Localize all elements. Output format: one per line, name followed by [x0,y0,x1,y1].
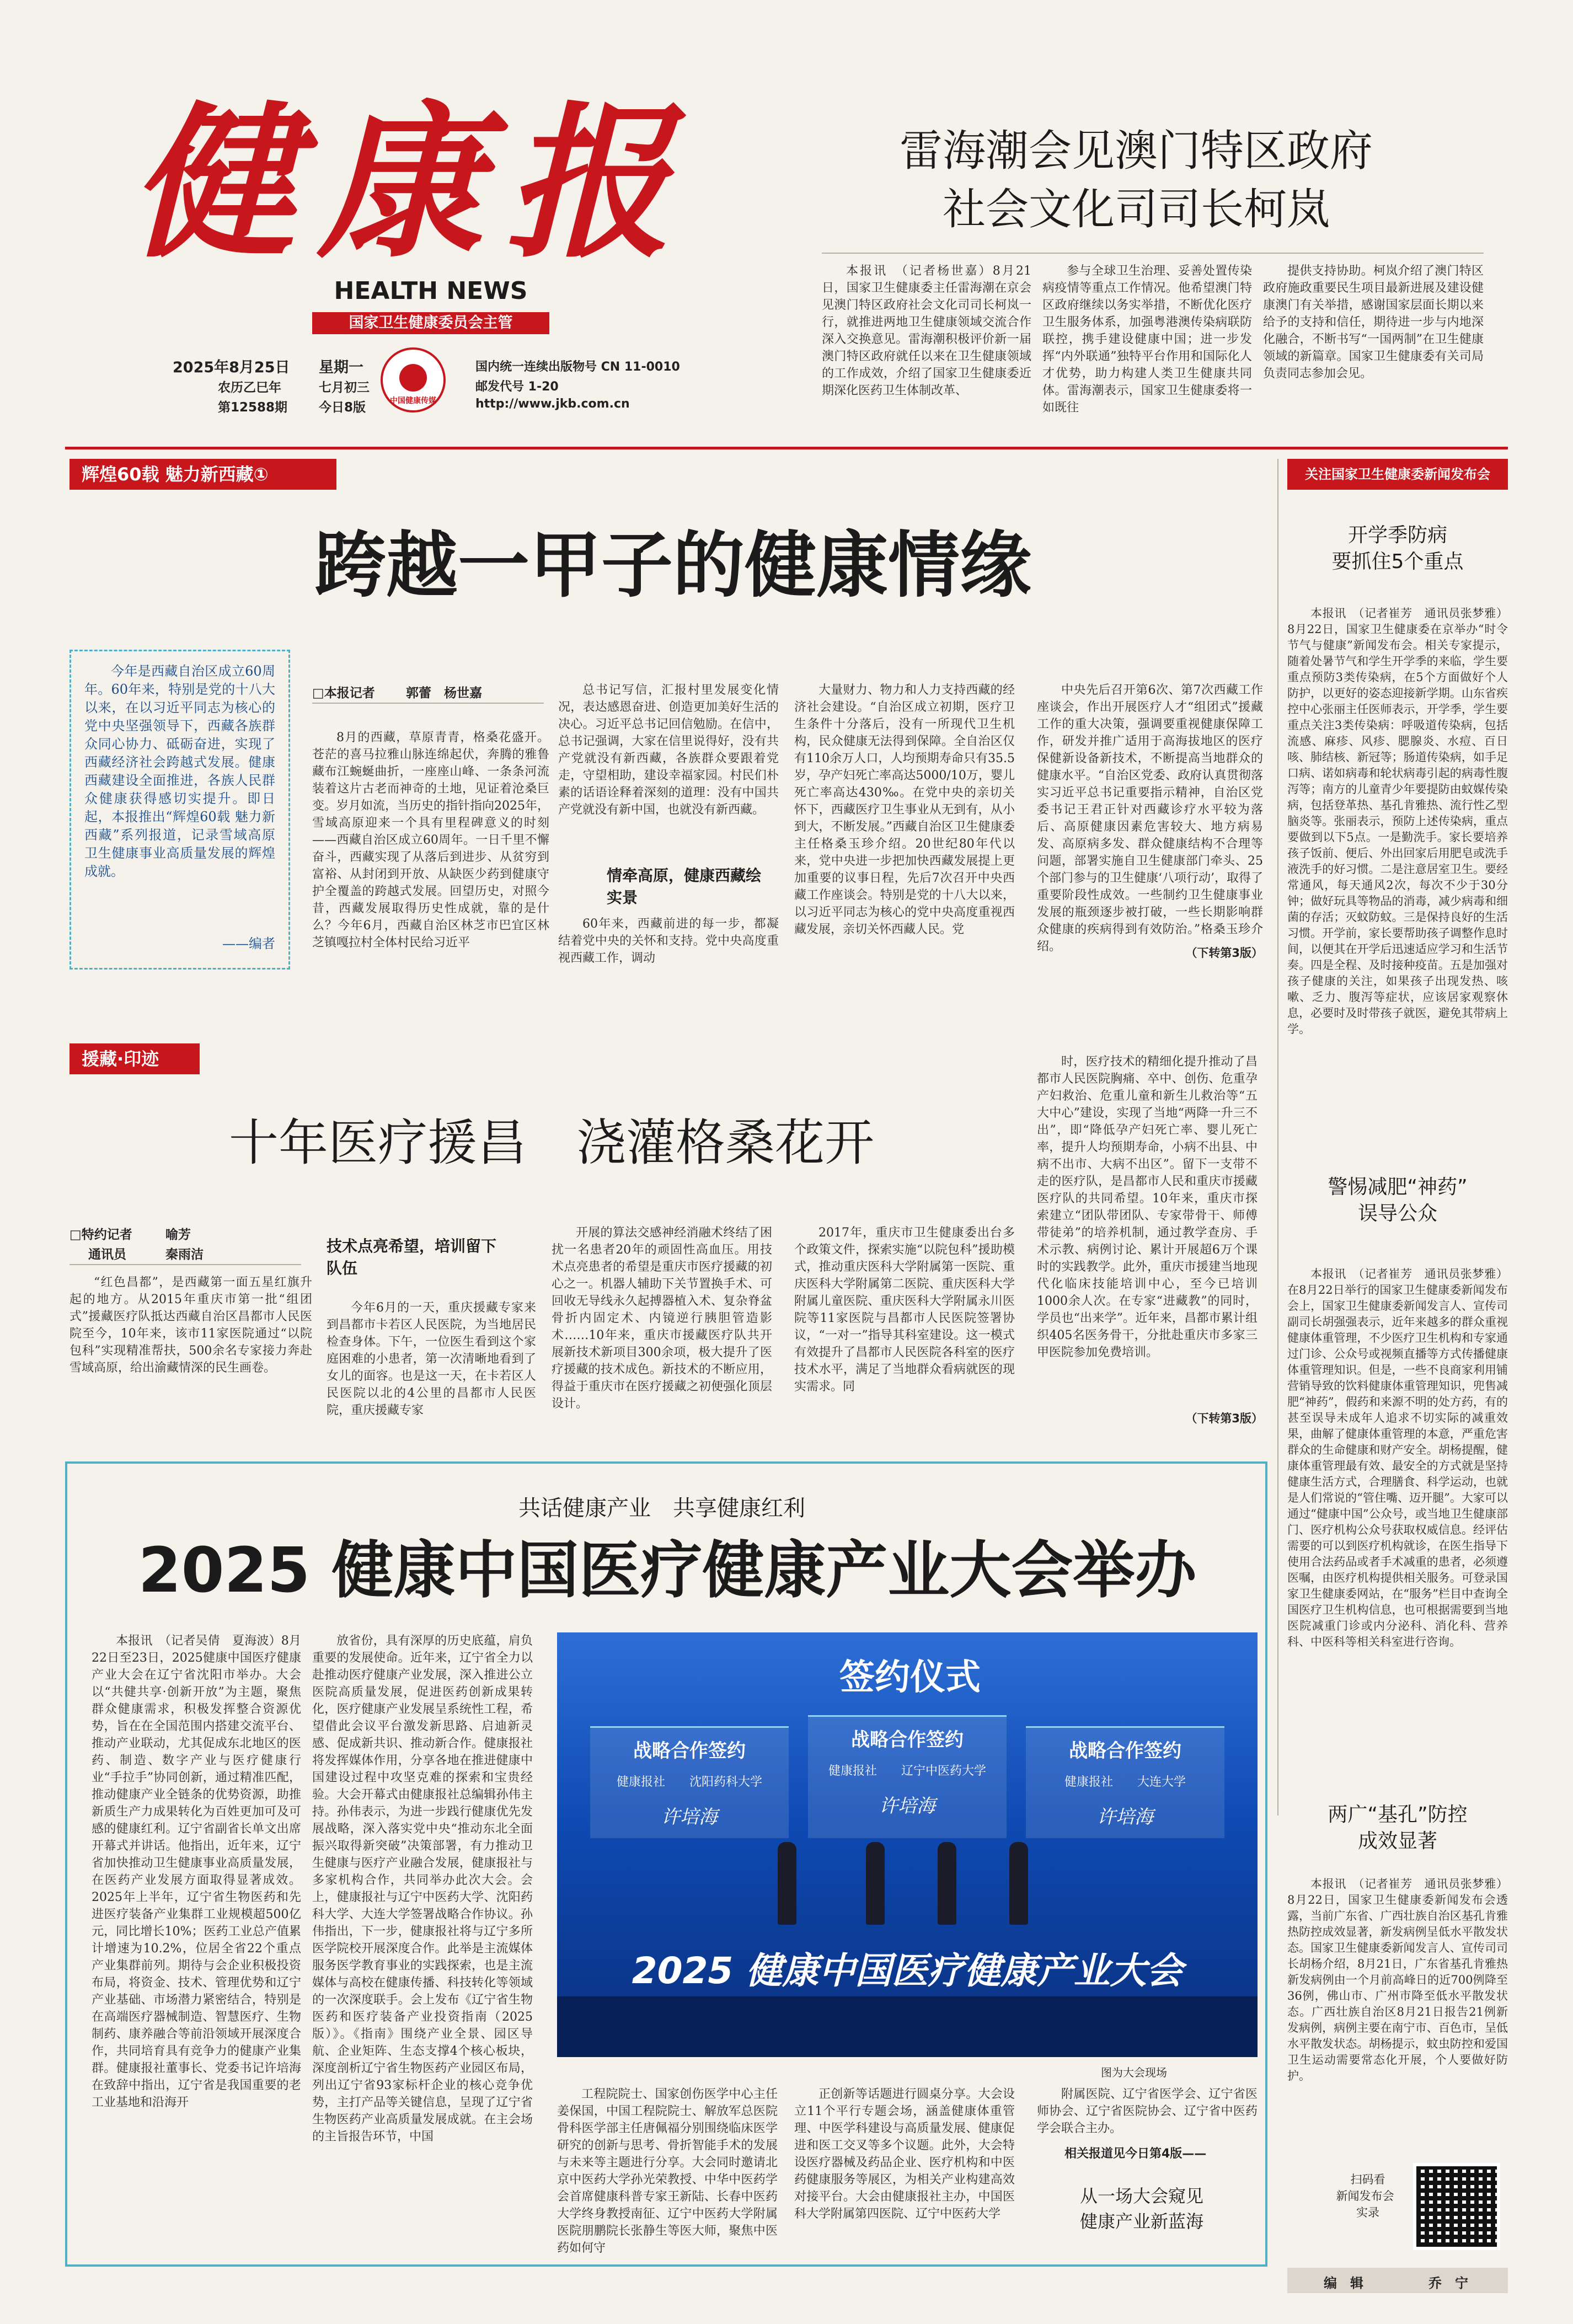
conference-col-3: 工程院院士、国家创伤医学中心主任姜保国，中国工程院院士、解放军总医院骨科医学部主任唐佩福分别围绕临床医学研究的创新与思考、骨折智能手术的发展与未来等主题进行分享。大会同时邀请北京中医药大学孙光荣教授、中华中医药学会首席健康科普专家王新陆、长春中医药大学终身教授南征、辽宁中医药大学附属医院朋鹏院长张静生等医大师，聚焦中医药如何守 [557,2087,778,2255]
conference-col-1: 本报讯 （记者吴倩 夏海波）8月22日至23日，2025健康中国医疗健康产业大会在辽宁省沈阳市举办。大会以“共健共享·创新开放”为主题，聚焦群众健康需求，积极发挥整合资源优势，旨在在全国范围内搭建交流平台、推动产业联动，尤其促成东北地区的医药、制造、数字产业与医疗健康行业“手拉手”协同创新，通过精准匹配，推动健康产业全链条的优势资源，助推新质生产力成果转化为百姓更加可及可感的健康红利。辽宁省副省长单文出席开幕式并讲话。他指出，近年来，辽宁省加快推动卫生健康事业高质量发展，在医药产业发展方面取得显著成效。2025年上半年，辽宁省生物医药和先进医疗装备产业集群工业规模超500亿元，同比增长10%；医药工业总产值累计增速为10.2%，位居全省22个重点产业集群前列。期待与会企业积极投资布局，将资金、技术、管理优势和辽宁产业基础、市场潜力紧密结合，特别是在高端医疗器械制造、智慧医疗、生物制药、康养融合等前沿领域开展深度合作，共同培育具有竞争力的健康产业集群。健康报社董事长、党委书记许培海在致辞中指出，辽宁省是我国重要的老工业基地和沿海开 [92,1634,301,2109]
masthead-website[interactable]: http://www.jkb.com.cn [475,397,630,411]
tibet-col-2a: 总书记写信，汇报村里发展变化情况，表达感恩奋进、创造更加美好生活的决心。习近平总书记回信勉励。在信中，总书记强调，大家在信里说得好，没有共产党就没有新西藏，各族群众要跟着党走，守望相助，建设幸福家园。村民们朴素的话语诠释着深刻的道理：没有中国共产党就没有新中国，也就没有新西藏。 [558,683,779,817]
aid-sub-headline: 技术点亮希望，培训留下队伍 [327,1237,497,1277]
conference-headline: 2025 健康中国医疗健康产业大会举办 [138,1535,1197,1607]
aid-col-3: 开展的算法交感神经消融术终结了困扰一名患者20年的顽固性高血压。用技术点亮患者的希望是重庆市医疗援藏的初心之一。机器人辅助下关节置换手术、可回收无导线永久起搏器植入术、复杂脊盆骨折内固定术、内镜逆行胰胆管造影术……10年来，重庆市援藏医疗队共开展新技术新项目300余项，极大提升了医疗援藏的技术成色。新技术的不断应用，得益于重庆市在医疗援藏之初便强化顶层设计。 [552,1226,772,1411]
footer-editor-name: 乔 宁 [1428,2275,1468,2291]
tibet-col-1: 8月的西藏，草原青青，格桑花盛开。苍茫的喜马拉雅山脉连绵起伏，奔腾的雅鲁藏布江蜿蜒曲折，一座座山峰、一条条河流装着这片古老而神奇的土地，见证着沧桑巨变。岁月如流，当历史的指针指向2025年，雪域高原迎来一个具有里程碑意义的时刻——西藏自治区成立60周年。一日千里不懈奋斗，西藏实现了从落后到进步、从贫穷到富裕、从封闭到开放、从缺医少药到健康守护全覆盖的跨越式发展。回望历史，对照今昔，西藏发展取得历史性成就，靠的是什么？今年6月，西藏自治区林芝市巴宜区林芝镇嘎拉村全体村民给习近平 [312,731,549,950]
masthead-lunar: 农历乙巳年 [218,381,281,395]
tibet-continued: （下转第3版） [1185,946,1263,960]
tibet-editor-note-box [69,650,290,970]
masthead-cn-number: 国内统一连续出版物号 CN 11-0010 [475,360,680,374]
conference-photo [557,1632,1258,2057]
sidebar-item3-title-1: 两广“基孔”防控 [1328,1803,1468,1826]
related-title-2[interactable]: 健康产业新蓝海 [1079,2211,1203,2232]
conference-subtitle: 共话健康产业 共享健康红利 [518,1496,805,1521]
conference-col-5: 附属医院、辽宁省医学会、辽宁省医师协会、辽宁省医院协会、辽宁省中医药学会联合主办。 [1037,2087,1258,2135]
photo-board-1: 战略合作签约 健康报社 沈阳药科大学 许培海 [590,1726,789,1838]
masthead-lunar-day: 七月初三 [319,381,370,395]
footer-bar [1287,2268,1508,2293]
masthead-weekday: 星期一 [319,359,363,376]
aid-col-5: 时，医疗技术的精细化提升推动了昌都市人民医院胸痛、卒中、创伤、危重孕产妇救治、危重儿童和新生儿救治等“五大中心”建设，实现了当地“两降一升三不出”，即“降低孕产妇死亡率、婴儿死亡率，提升人均预期寿命，小病不出县、中病不出市、大病不出区”。留下一支带不走的医疗队，是昌都市人民和重庆市援藏医疗队的共同希望。10年来，重庆市探索建立“团队带团队、专家带骨干、师傅带徒弟”的培养机制，通过教学查房、手术示教、病例讨论、累计开展超6万个课时的实践教学。此外，重庆市援建当地现代化临床技能培训中心，至今已培训1000余人次。在专家“进藏教”的同时，学员也“出来学”。近年来，昌都市累计组织405名医务骨干，分批赴重庆市多家三甲医院参加免费培训。 [1037,1055,1258,1359]
photo-caption: 图为大会现场 [1101,2066,1167,2079]
sidebar-item3-title-2: 成效显著 [1357,1830,1437,1852]
masthead-postal-code: 邮发代号 1-20 [475,380,559,394]
lead-col-3: 提供支持协助。柯岚介绍了澳门特区政府施政重要民生项目最新进展及建设健康澳门有关举措，感谢国家层面长期以来给予的支持和信任，期待进一步与内地深化融合，不断书写“一国两制”在卫生健康领域的新篇章。国家卫生健康委有关司局负责同志参加会见。 [1263,264,1484,381]
conference-col-4: 正创新等话题进行圆桌分享。大会设立11个平行专题会场，涵盖健康体重管理、中医学科建设与高质量发展、健康促进和医工交叉等多个议题。此外，大会特设医疗器械及药品企业、医疗机构和中医药健康服务等展区，为相关产业构建高效对接平台。大会由健康报社主办，中国医科大学附属第四医院、辽宁中医药大学 [794,2087,1015,2221]
lead-headline-line1: 雷海潮会见澳门特区政府 [899,126,1373,176]
tibet-editor-note: 今年是西藏自治区成立60周年。60年来，特别是党的十八大以来，在以习近平同志为核心的党中央坚强领导下，西藏各族群众同心协力、砥砺奋进，实现了西藏经济社会跨越式发展。健康西藏建设全面推进，各族人民群众健康获得感切实提升。即日起，本报推出“辉煌60载 魅力新西藏”系列报道，记录雪域高原卫生健康事业高质量发展的辉煌成就。 [84,663,275,879]
logo-inner-icon [399,364,427,392]
photo-person [938,1842,956,1925]
sidebar-tag: 关注国家卫生健康委新闻发布会 [1287,459,1508,490]
lead-col-1: 本报讯 （记者杨世嘉）8月21日，国家卫生健康委主任雷海潮在京会见澳门特区政府社会文化司司长柯岚一行，就推进两地卫生健康领域交流合作深入交换意见。雷海潮积极评价新一届澳门特区政府就任以来在卫生健康领域的工作成效，介绍了国家卫生健康委近期深化医药卫生体制改革、 [822,264,1031,398]
masthead-logo [381,347,446,413]
tibet-kicker: 辉煌60载 魅力新西藏① [69,459,336,490]
sidebar-item2-title-2: 误导公众 [1357,1202,1437,1225]
tibet-byline-label: □本报记者 [312,686,375,700]
photo-board-2: 战略合作签约 健康报社 辽宁中医药大学 许培海 [808,1715,1007,1838]
qr-caption-1: 扫码看 [1350,2173,1385,2186]
tibet-editor-sign: ——编者 [222,936,275,951]
aid-col-1: “红色昌都”，是西藏第一面五星红旗升起的地方。从2015年重庆市第一批“组团式”援藏医疗队抵达西藏自治区昌都市人民医院至今，10年来，该市11家医院通过“以院包科”实现精准帮扶，500余名专家接力奔赴雪域高原，给出渝藏情深的民生画卷。 [69,1276,312,1375]
sidebar-item1-text: 本报讯 （记者崔芳 通讯员张梦雅）8月22日，国家卫生健康委在京举办“时令节气与健康”新闻发布会。相关专家提示，随着处暑节气和学生开学季的来临，学生要重点预防3类传染病，在5个方面做好个人防护，以更好的姿态迎接新学期。山东省疾控中心张丽主任医师表示，开学季，学生要重点关注3类传染病：呼吸道传染病，包括流感、麻疹、风疹、腮腺炎、水痘、百日咳、肺结核、新冠等；肠道传染病，如手足口病、诺如病毒和轮状病毒引起的病毒性腹泻等；南方的儿童青少年要提防由蚊媒传染病，包括登革热、基孔肯雅热、流行性乙型脑炎等。张丽表示，预防上述传染病，重点要做到以下5点。一是勤洗手。家长要培养孩子饭前、便后、外出回家后用肥皂或洗手液洗手的好习惯。二是注意居室卫生。要经常通风，每天通风2次，每次不少于30分钟；做好玩具等物品的消毒，减少病毒和细菌的存活；灭蚊防蚊。三是保持良好的生活习惯。开学前，家长要帮助孩子调整作息时间，以便其在开学后迅速适应学习和生活节奏。四是全程、及时接种疫苗。五是加强对孩子健康的关注，如果孩子出现发热、咳嗽、乏力、腹泻等症状，应该居家观察休息，必要时及时带孩子就医，避免其带病上学。 [1287,607,1508,1036]
masthead-divider [65,447,1508,449]
aid-byline-name-2: 秦雨洁 [165,1247,204,1262]
aid-byline-label-2: 通讯员 [88,1247,126,1262]
related-title-1[interactable]: 从一场大会窥见 [1079,2186,1203,2207]
aid-kicker: 援藏·印迹 [69,1043,200,1074]
logo-ring-text: 中国健康传媒 [390,397,436,405]
tibet-col-2b: 60年来，西藏前进的每一步，都凝结着党中央的关怀和支持。党中央高度重视西藏工作，调动 [558,917,779,965]
photo-person [866,1842,885,1925]
masthead-date: 2025年8月25日 [173,359,290,376]
tibet-col-4: 中央先后召开第6次、第7次西藏工作座谈会，作出开展医疗人才“组团式”援藏工作的重大决策，强调要重视健康保障工作，研发并推广适用于高海拔地区的医疗保健新设备新技术，不断提高当地群众的健康水平。“自治区党委、政府认真贯彻落实习近平总书记重要指示精神，自治区党委书记王君正针对西藏诊疗水平较为落后、高原健康因素危害较大、地方病易发、高原病多发、群众健康结构不合理等问题，部署实施自卫生健康部门牵头、25个部门参与的卫生健康‘八项行动’，取得了重要阶段性成效。一些制约卫生健康事业发展的瓶颈逐步被打破，一些长期影响群众健康的疾病得到有效防治。”格桑玉珍介绍。 [1037,683,1263,954]
photo-signature-3: 许培海 [1097,1806,1153,1828]
aid-byline-label-1: □特约记者 [69,1228,132,1242]
related-label: 相关报道见今日第4版—— [1064,2147,1207,2161]
photo-banner: 签约仪式 [839,1657,981,1698]
photo-person [1009,1842,1028,1925]
aid-col-2: 今年6月的一天，重庆援藏专家来到昌都市卡若区人民医院，为当地居民检查身体。下午，一位医生看到这个家庭困难的小患者，第一次清晰地看到了女儿的面容。也是这一天，在卡若区人民医院以北的4公里的昌都市人民医院，重庆援藏专家 [327,1301,536,1417]
sidebar-item1-title-2: 要抓住5个重点 [1331,550,1464,573]
sidebar-item2-text: 本报讯 （记者崔芳 通讯员张梦雅）在8月22日举行的国家卫生健康委新闻发布会上，国家卫生健康委新闻发言人、宣传司副司长胡强强表示，近年来越多的群众重视健康体重管理，不少医疗卫生机构和专家通过门诊、公众号或视频直播等方式传播健康体重管理知识。但是，一些不良商家利用铺营销导致的饮料健康体重管理知识，兜售减肥“神药”，假药和来源不明的处方药，有的甚至误导未成年人追求不切实际的减重效果，曲解了健康体重管理的本意，严重危害群众的生命健康和财产安全。胡杨提醒，健康体重管理最有效、最安全的方式就是坚持健康生活方式，合理膳食、科学运动，也就是人们常说的“管住嘴、迈开腿”。大家可以通过“健康中国”公众号，或当地卫生健康部门、医疗机构公众号获取权威信息。经评估需要的可以到医疗机构就诊，在医生指导下使用合法药品或者手术减重的患者，必须遵医嘱，由医疗机构提供相关服务。可登录国家卫生健康委网站，在“服务”栏目中查询全国医疗卫生机构信息，也可根据需要到当地医院减重门诊或内分泌科、消化科、营养科、中医科等相关科室进行咨询。 [1287,1267,1508,1648]
footer-editor-label: 编 辑 [1324,2275,1363,2291]
aid-headline: 十年医疗援昌 浇灌格桑花开 [229,1114,874,1172]
masthead-english: HEALTH NEWS [334,277,528,305]
photo-person [778,1842,796,1925]
qr-caption-2: 新闻发布会 [1336,2189,1394,2203]
masthead-sponsor: 国家卫生健康委员会主管 [312,312,549,334]
qr-code-icon[interactable] [1413,2163,1500,2250]
tibet-col-3: 大量财力、物力和人力支持西藏的经济社会建设。“自治区成立初期，医疗卫生条件十分落后，没有一所现代卫生机构，民众健康无法得到保障。全自治区仅有110余万人口，人均预期寿命只有35.5岁，孕产妇死亡率高达5000/10万，婴儿死亡率高达430‰。在党中央的亲切关怀下，西藏医疗卫生事业从无到有，从小到大，不断发展。”西藏自治区卫生健康委主任格桑玉珍介绍。20世纪80年代以来，党中央进一步把加快西藏发展提上更加重要的议事日程，先后7次召开中央西藏工作座谈会。特别是党的十八大以来，以习近平同志为核心的党中央高度重视西藏发展，亲切关怀西藏人民。党 [794,683,1015,936]
photo-stage-text: 2025 健康中国医疗健康产业大会 [632,1950,1183,1992]
aid-continued: （下转第3版） [1185,1412,1263,1425]
masthead-pages: 今日8版 [319,400,366,415]
conference-col-2: 放省份，具有深厚的历史底蕴，肩负重要的发展使命。近年来，辽宁省全力以赴推动医疗健康产业发展，深入推进公立医院高质量发展，促进医药创新成果转化，医疗健康产业发展呈系统性工程，希望借此会议平台激发新思路、启迪新灵感、促成新共识、推动新合作。健康报社将发挥媒体作用，分享各地在推进健康中国建设过程中攻坚克难的探索和宝贵经验。大会开幕式由健康报社总编辑孙伟主持。孙伟表示，为进一步践行健康优先发展战略，深入落实党中央“推动东北全面振兴取得新突破”决策部署，有力推动卫生健康与医疗产业融合发展，健康报社与多家机构合作，共同举办此次大会。会上，健康报社与辽宁中医药大学、沈阳药科大学、大连大学签署战略合作协议。孙伟指出，下一步，健康报社将与辽宁多所医学院校开展深度合作。此举是主流媒体服务医学教育事业的实践探索，也是主流媒体与高校在健康传播、科技转化等领域的一次深度联手。会上发布《辽宁省生物医药和医疗装备产业投资指南（2025版）》。《指南》围绕产业全景、园区导航、企业矩阵、生态支撑4个核心板块，深度剖析辽宁省生物医药产业园区布局，列出辽宁省93家标杆企业的核心竞争优势，主打产品等关键信息，呈现了辽宁省生物医药产业高质量发展成就。在主会场的主旨报告环节，中国 [312,1634,533,2144]
aid-byline-name-1: 喻芳 [165,1228,191,1242]
lead-col-2: 参与全球卫生治理、妥善处置传染病疫情等重点工作情况。他希望澳门特区政府继续以务实举措，不断优化医疗卫生服务体系，加强粤港澳传染病联防联控，携手建设健康中国；进一步发挥“内外联通”独特平台作用和国际化人才优势，助力构建人类卫生健康共同体。雷海潮表示，国家卫生健康委将一如既往 [1042,264,1252,415]
photo-signature-2: 许培海 [879,1795,935,1817]
photo-board-3: 战略合作签约 健康报社 大连大学 许培海 [1026,1726,1224,1838]
sidebar-item1-title-1: 开学季防病 [1347,524,1447,547]
photo-signature-1: 许培海 [661,1806,718,1828]
lead-headline-line2: 社会文化司司长柯岚 [942,185,1330,234]
masthead-issue: 第12588期 [218,400,288,415]
tibet-byline-names: 郭蕾 杨世嘉 [406,686,482,700]
sidebar-item3-text: 本报讯 （记者崔芳 通讯员张梦雅）8月22日，国家卫生健康委新闻发布会透露，当前广东省、广西壮族自治区基孔肯雅热防控成效显著，新发病例呈低水平散发状态。国家卫生健康委新闻发言人、宣传司司长胡杨介绍，8月21日，广东省基孔肯雅热新发病例由一个月前高峰日的近700例降至36例，佛山市、广州市降至低水平散发状态。广西壮族自治区8月21日报告21例新发病例，病例主要在南宁市、百色市，呈低水平散发状态。胡杨提示，蚊虫防控和爱国卫生运动需要常态化开展，个人要做好防护。 [1287,1877,1508,2082]
tibet-headline: 跨越一甲子的健康情缘 [314,523,1031,607]
sidebar-item2-title-1: 警惕减肥“神药” [1328,1176,1468,1198]
masthead-title: 健康报 [130,85,693,280]
qr-caption-3: 实录 [1356,2206,1379,2219]
tibet-sub-headline: 情牵高原，健康西藏绘实景 [607,866,762,907]
aid-col-4: 2017年，重庆市卫生健康委出台多个政策文件，探索实施“以院包科”援助模式，推动重庆医科大学附属第一医院、重庆医科大学附属第二医院、重庆医科大学附属儿童医院、重庆医科大学附属永川医院等11家医院与昌都市人民医院签署协议，“一对一”指导其科室建设。这一模式有效提升了昌都市人民医院各科室的医疗技术水平，满足了当地群众看病就医的现实需求。同 [794,1226,1015,1394]
